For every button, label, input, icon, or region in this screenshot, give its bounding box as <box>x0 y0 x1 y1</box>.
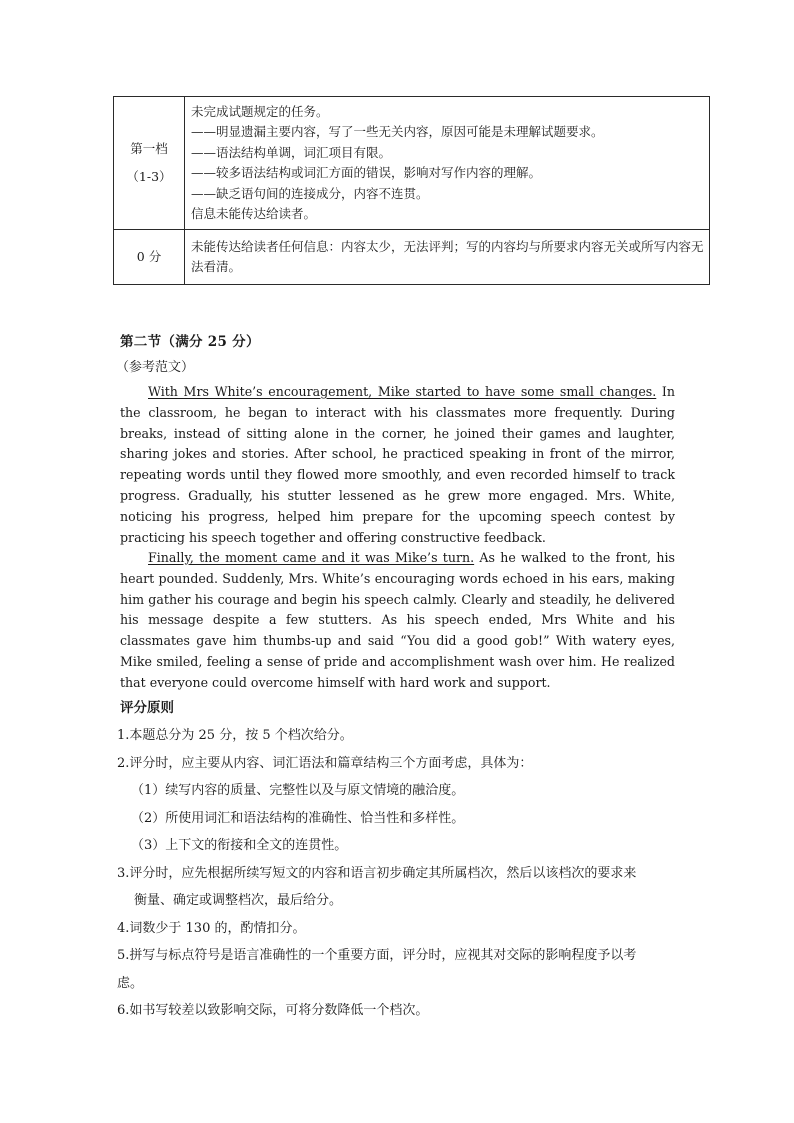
level-cell <box>114 97 185 230</box>
rubric-row-zero <box>114 230 710 285</box>
paragraph-lead-sentence: With Mrs White’s encouragement, Mike started to have some small changes. <box>148 384 657 399</box>
description-line: 未完成试题规定的任务。 <box>191 103 329 119</box>
principle-subitem: （2）所使用词汇和语法结构的准确性、恰当性和多样性。 <box>131 810 465 826</box>
principle-line: 6.如书写较差以致影响交际，可将分数降低一个档次。 <box>117 1003 429 1018</box>
principle-line: 5.拼写与标点符号是语言准确性的一个重要方面，评分时，应视其对交际的影响程度予以考 <box>117 948 637 963</box>
level-description <box>185 230 710 285</box>
essay-paragraph-1 <box>120 382 675 548</box>
principle-subitem: （1）续写内容的质量、完整性以及与原文情境的融洽度。 <box>131 783 465 798</box>
level-cell <box>114 230 185 285</box>
level-description <box>185 97 710 230</box>
principle-subitem: （3）上下文的衔接和全文的连贯性。 <box>131 838 348 853</box>
principle-line: 3.评分时，应先根据所续写短文的内容和语言初步确定其所属档次，然后以该档次的要求来 <box>117 865 637 881</box>
description-line: ——缺乏语句间的连接成分，内容不连贯。 <box>191 185 429 201</box>
principle-line-continued: 虑。 <box>117 975 144 991</box>
principle-line: 2.评分时，应主要从内容、词汇语法和篇章结构三个方面考虑，具体为： <box>117 755 533 771</box>
essay-paragraph-2 <box>120 548 675 694</box>
principle-line: 4.词数少于 130 的，酌情扣分。 <box>117 920 306 936</box>
description-line: ——明显遗漏主要内容，写了一些无关内容，原因可能是未理解试题要求。 <box>191 124 604 139</box>
description-line: ——语法结构单调，词汇项目有限。 <box>191 144 392 160</box>
section-title: 第二节（满分 25 分） <box>120 334 260 350</box>
paragraph-body: In the classroom, he began to interact with his classmates more frequently. During breaks, instead of sitting alone in the corner, he joined their games and laughter, sharing jokes and stories. After school, he practiced speaking in front of the mirror, repeating words until they flowed more smoothly, and even recorded himself to track progress. Gradually, his stutter lessened as he grew more engaged. Mrs. White, noticing his progress, helped him prepare for the upcoming speech contest by practicing his speech together and offering constructive feedback. <box>120 384 675 545</box>
description-line: ——较多语法结构或词汇方面的错误，影响对写作内容的理解。 <box>191 165 542 180</box>
level-name: 第一档 <box>130 140 168 156</box>
principles-title: 评分原则 <box>120 700 174 716</box>
level-range: （1-3） <box>126 169 172 184</box>
reference-label: （参考范文） <box>116 360 195 375</box>
level-name: 0 分 <box>136 248 162 264</box>
principle-line: 1.本题总分为 25 分，按 5 个档次给分。 <box>117 728 353 743</box>
paragraph-lead-sentence: Finally, the moment came and it was Mike’s turn. <box>148 550 475 565</box>
principle-line-continued: 衡量、确定或调整档次，最后给分。 <box>134 893 343 908</box>
rubric-table <box>113 96 710 285</box>
rubric-row-level-1 <box>114 97 710 230</box>
principles-list <box>117 722 677 1025</box>
description-line: 信息未能传达给读者。 <box>191 206 317 221</box>
description-text: 未能传达给读者任何信息：内容太少，无法评判；写的内容均与所要求内容无关或所写内容无法看清。 <box>191 238 704 274</box>
paragraph-body: As he walked to the front, his heart pounded. Suddenly, Mrs. White’s encouraging words echoed in his ears, making him gather his courage and begin his speech calmly. Clearly and steadily, he delivered his message despite a few stutters. As his speech ended, Mrs White and his classmates gave him thumbs-up and said “You did a good gob!” With watery eyes, Mike smiled, feeling a sense of pride and accomplishment wash over him. He realized that everyone could overcome himself with hard work and support. <box>120 550 675 690</box>
